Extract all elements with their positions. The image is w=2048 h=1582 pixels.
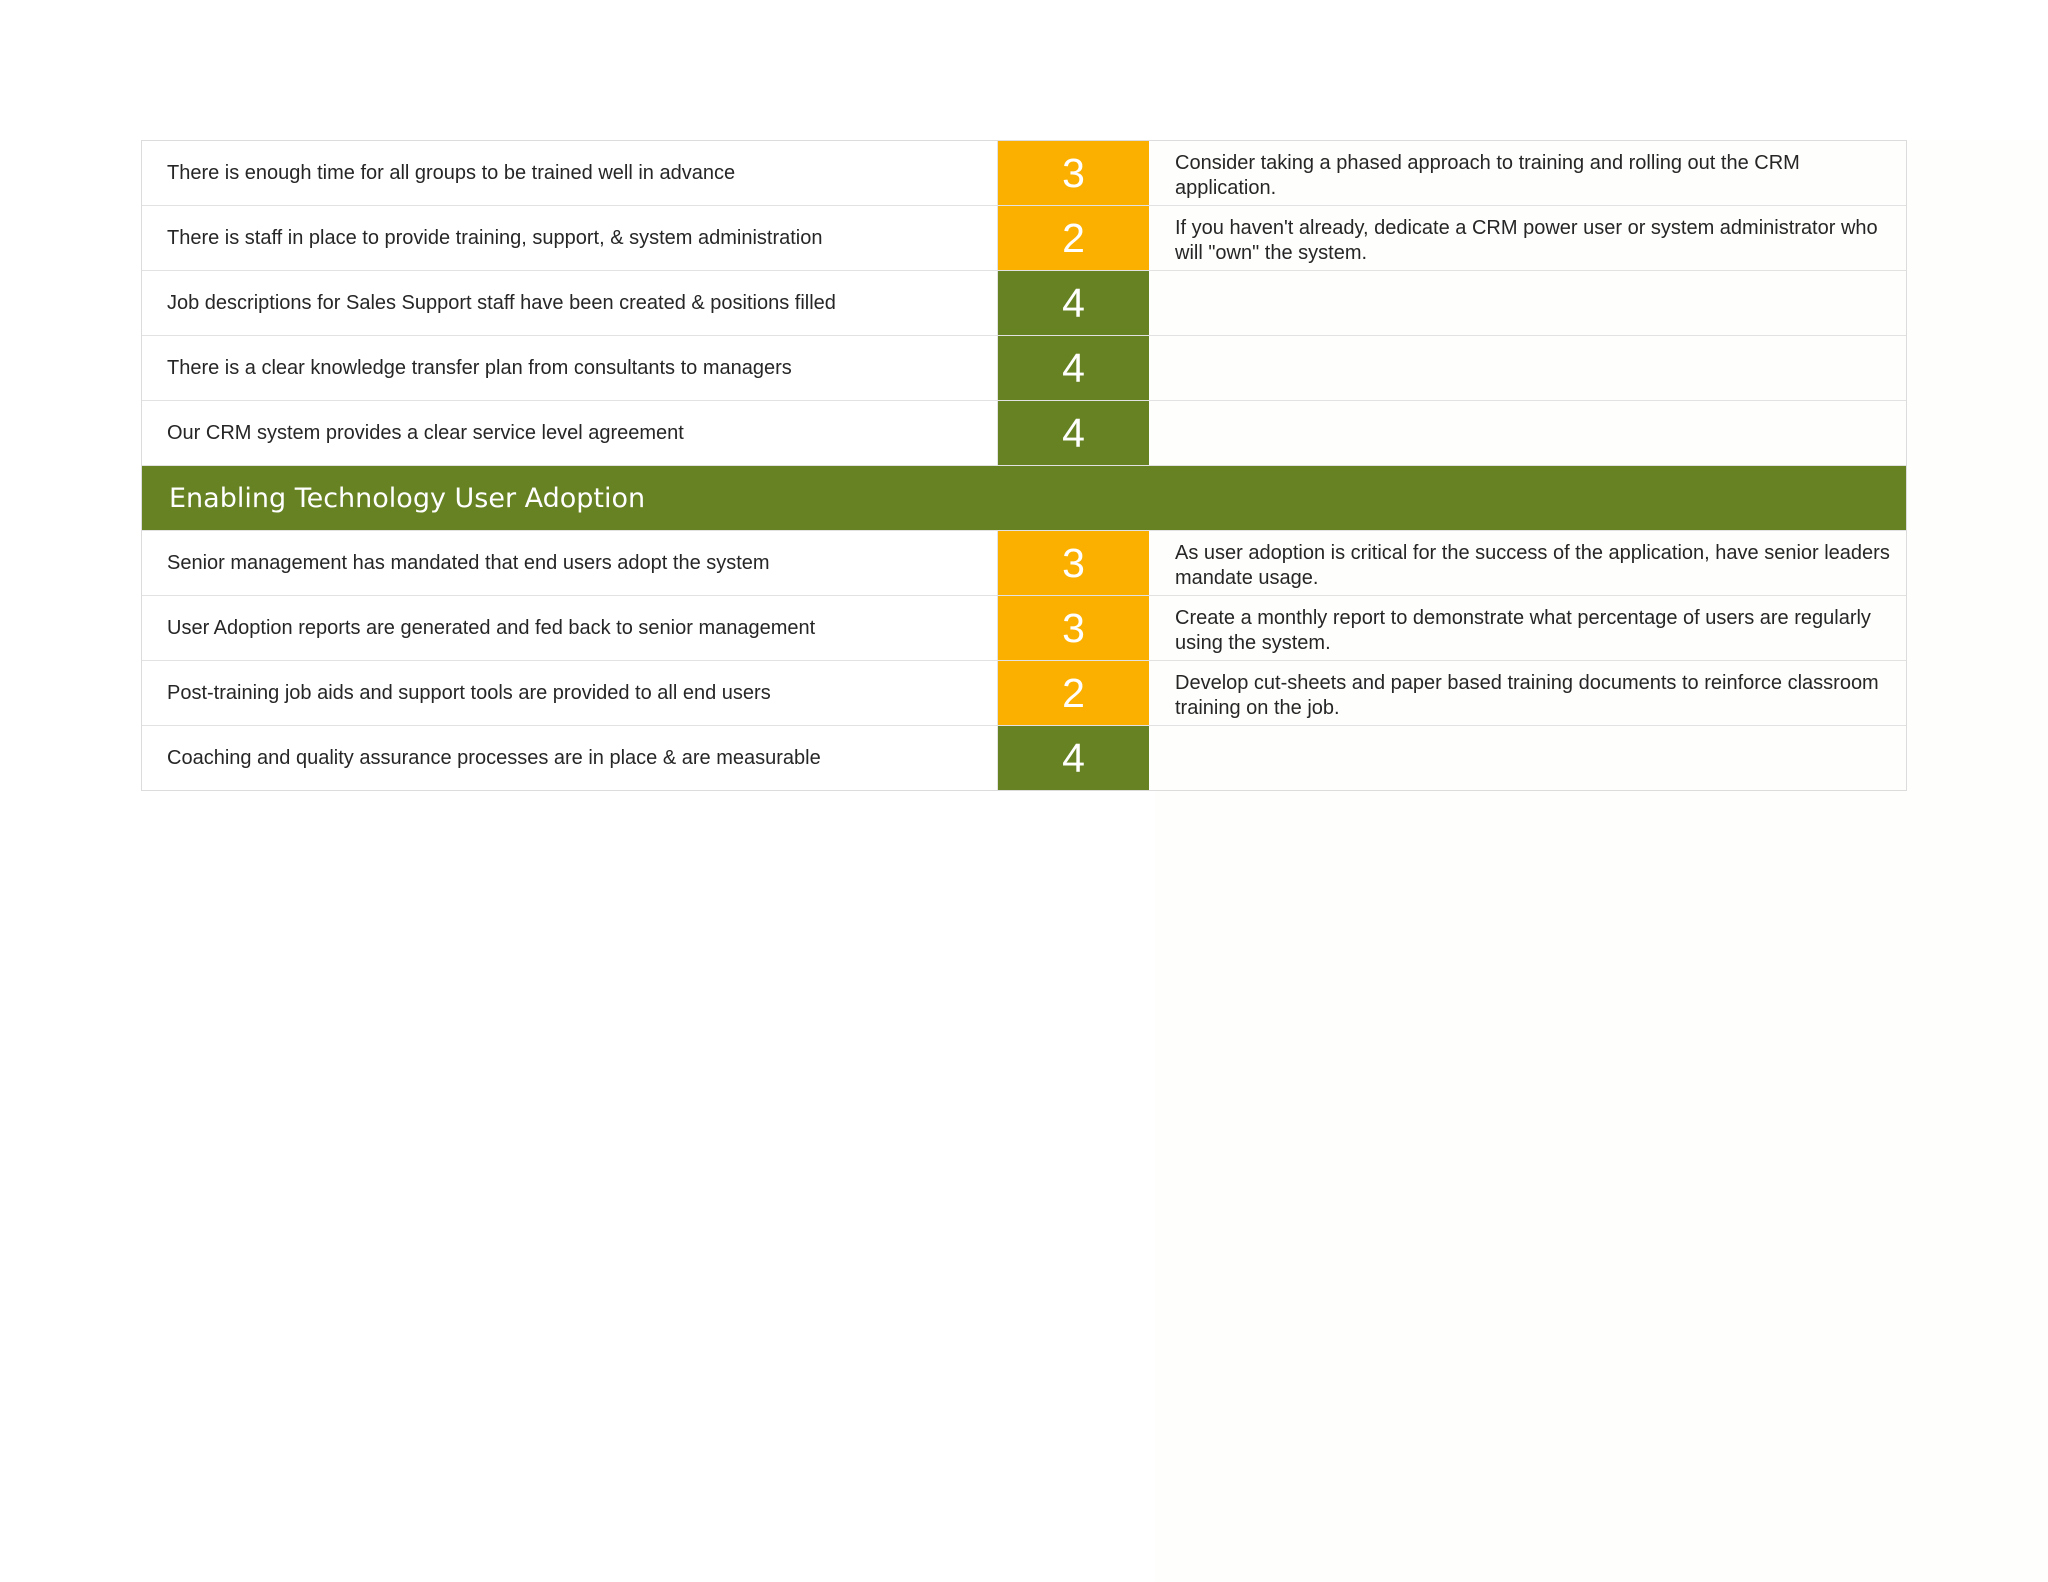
criterion-text: User Adoption reports are generated and fed back to senior management bbox=[142, 596, 998, 660]
score-cell: 4 bbox=[998, 271, 1150, 335]
table-row bbox=[142, 531, 1906, 596]
criterion-text: There is staff in place to provide training, support, & system administration bbox=[142, 206, 998, 270]
table-row bbox=[142, 336, 1906, 401]
recommendation-text: Develop cut-sheets and paper based training documents to reinforce classroom training on the job. bbox=[1150, 661, 1906, 725]
score-cell: 4 bbox=[998, 401, 1150, 465]
recommendation-text: If you haven't already, dedicate a CRM power user or system administrator who will "own" the system. bbox=[1150, 206, 1906, 270]
score-cell: 2 bbox=[998, 661, 1150, 725]
table-row bbox=[142, 596, 1906, 661]
recommendation-text: As user adoption is critical for the success of the application, have senior leaders mandate usage. bbox=[1150, 531, 1906, 595]
score-cell: 3 bbox=[998, 141, 1150, 205]
criterion-text: Job descriptions for Sales Support staff have been created & positions filled bbox=[142, 271, 998, 335]
criterion-text: Post-training job aids and support tools are provided to all end users bbox=[142, 661, 998, 725]
table-row bbox=[142, 661, 1906, 726]
score-cell: 4 bbox=[998, 726, 1150, 790]
criterion-text: Coaching and quality assurance processes are in place & are measurable bbox=[142, 726, 998, 790]
table-row bbox=[142, 401, 1906, 466]
table-row bbox=[142, 726, 1906, 791]
score-cell: 2 bbox=[998, 206, 1150, 270]
recommendation-text: Create a monthly report to demonstrate what percentage of users are regularly using the system. bbox=[1150, 596, 1906, 660]
criterion-text: There is a clear knowledge transfer plan from consultants to managers bbox=[142, 336, 998, 400]
score-cell: 3 bbox=[998, 531, 1150, 595]
recommendation-text bbox=[1150, 271, 1906, 335]
table-row bbox=[142, 206, 1906, 271]
recommendation-text: Consider taking a phased approach to training and rolling out the CRM application. bbox=[1150, 141, 1906, 205]
assessment-table bbox=[141, 140, 1907, 791]
score-cell: 3 bbox=[998, 596, 1150, 660]
section-header bbox=[142, 466, 1906, 531]
table-row bbox=[142, 141, 1906, 206]
recommendation-text bbox=[1150, 336, 1906, 400]
table-row bbox=[142, 271, 1906, 336]
recommendation-text bbox=[1150, 726, 1906, 790]
criterion-text: Senior management has mandated that end users adopt the system bbox=[142, 531, 998, 595]
criterion-text: There is enough time for all groups to be trained well in advance bbox=[142, 141, 998, 205]
criterion-text: Our CRM system provides a clear service level agreement bbox=[142, 401, 998, 465]
score-cell: 4 bbox=[998, 336, 1150, 400]
section-title: Enabling Technology User Adoption bbox=[169, 482, 646, 514]
recommendation-text bbox=[1150, 401, 1906, 465]
